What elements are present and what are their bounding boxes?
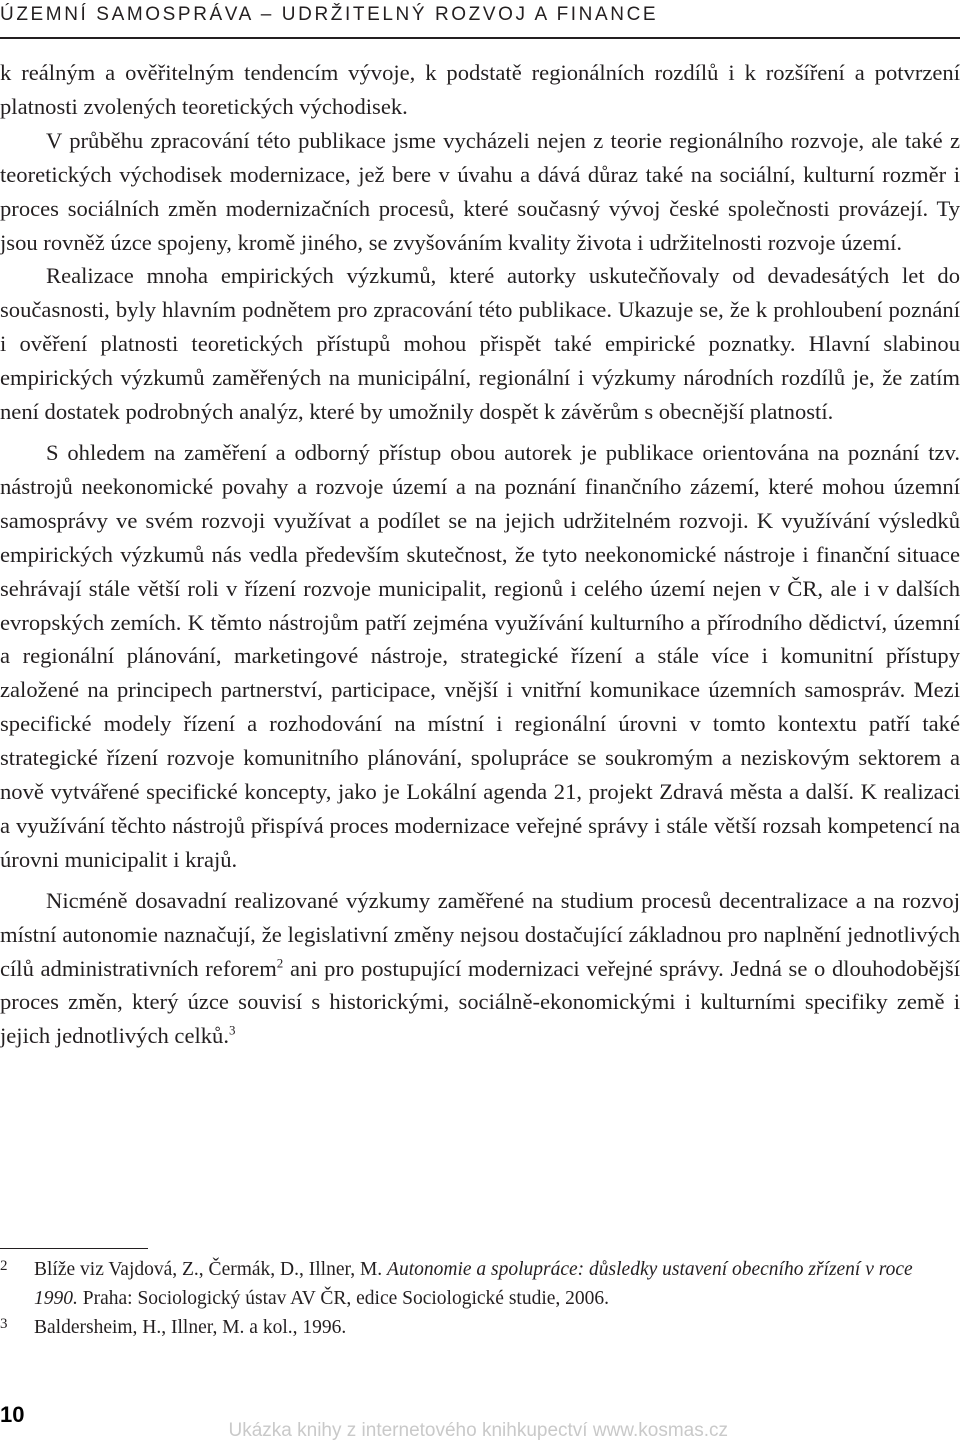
running-head-title: ÚZEMNÍ SAMOSPRÁVA – UDRŽITELNÝ ROZVOJ A FINANCE: [0, 4, 659, 25]
paragraph-5: [0, 884, 960, 1054]
footnote-2: [0, 1255, 960, 1313]
footnote-publisher: Praha: Sociologický ústav AV ČR, edice Sociologické studie, 2006.: [77, 1288, 610, 1309]
watermark: Ukázka knihy z internetového knihkupectví www.kosmas.cz: [228, 1420, 728, 1441]
paragraph-3: Realizace mnoha empirických výzkumů, které autorky uskutečňovaly od devadesátých let do současnosti, byly hlavním podnětem pro zpracování této publikace. Ukazuje se, že k prohloubení poznání i ověření platnosti teoretických přístupů mohou přispět také empirické poznatky. Hlavní slabinou empirických výzkumů zaměřených na municipální, regionální i výzkumy národních rozdílů je, že zatím není dostatek podrobných analýz, které by umožnily dospět k závěrům s obecnější platností.: [0, 263, 960, 425]
paragraph-5-text-a: Nicméně dosavadní realizované výzkumy zaměřené na studium procesů decentralizace a na rozvoj místní autonomie naznačují, že legislativní změny nejsou dostačující základnou pro naplnění jednotlivých cílů administrativních reforem: [0, 887, 960, 981]
body-text: [0, 56, 960, 1053]
paragraph-1: k reálným a ověřitelným tendencím vývoje, k podstatě regionálních rozdílů i k rozšíření a potvrzení platnosti zvolených teoretických východisek.: [0, 60, 960, 119]
footnote-ref-3[interactable]: 3: [229, 1022, 236, 1038]
footnote-rule: [0, 1248, 148, 1249]
footnote-text: [34, 1255, 960, 1313]
paragraph-5-text-b: ani pro postupující modernizaci veřejné správy. Jedná se o dlouhodobější proces změn, který úzce souvisí s historickými, sociálně-ekonomickými i kulturními specifiky země i jejich jednotlivých celků.: [0, 955, 960, 1049]
header-rule: [0, 37, 960, 39]
paragraph-4: S ohledem na zaměření a odborný přístup obou autorek je publikace orientována na poznání tzv. nástrojů neekonomické povahy a rozvoje území a na poznání finančního zázemí, které mohou územní samosprávy ve svém rozvoji využívat a podílet se na jejich udržitelném rozvoji. K využívání výsledků empirických výzkumů nás vedla především skutečnost, že tyto neekonomické nástroje i finanční situace sehrávají stále větší roli v řízení rozvoje municipalit, regionů i celého území nejen v ČR, ale i v dalších evropských zemích. K těmto nástrojům patří zejména využívání kulturního a přírodního dědictví, územní a regionální plánování, marketingové nástroje, strategické řízení a stále více i komunitní přístupy založené na principech partnerství, participace, vnější i vnitřní komunikace územních samospráv. Mezi specifické modely řízení a rozhodování na místní i regionální úrovni v tomto kontextu patří také strategické řízení rozvoje komunitního plánování, spolupráce se soukromým a neziskovým sektorem a nově vytvářené specifické koncepty, jako je Lokální agenda 21, projekt Zdravá města a další. K realizaci a využívání těchto nástrojů přispívá proces modernizace veřejné správy i stále větší rozsah kompetencí na úrovni municipalit i krajů.: [0, 439, 960, 872]
footnotes: [0, 1255, 960, 1342]
footnote-number: 3: [0, 1316, 8, 1332]
footnote-ref-2[interactable]: 2: [276, 955, 284, 971]
footnote-text: Baldersheim, H., Illner, M. a kol., 1996.: [34, 1317, 347, 1338]
footnote-authors: Blíže viz Vajdová, Z., Čermák, D., Illner, M.: [34, 1259, 388, 1280]
footnote-number: 2: [0, 1258, 8, 1274]
page-number: 10: [0, 1402, 25, 1427]
footnote-book-title: Autonomie a spolupráce: důsledky ustavení obecního zřízení v roce 1990.: [34, 1259, 913, 1309]
footnote-3: [0, 1313, 960, 1342]
paragraph-2: V průběhu zpracování této publikace jsme vycházeli nejen z teorie regionálního rozvoje, ale také z teoretických východisek modernizace, jež bere v úvahu a dává důraz také na sociální, kulturní rozměr i proces sociálních změn modernizačních procesů, které současný vývoj české společnosti provázejí. Ty jsou rovněž úzce spojeny, kromě jiného, se zvyšováním kvality života i udržitelnosti rozvoje území.: [0, 127, 960, 255]
